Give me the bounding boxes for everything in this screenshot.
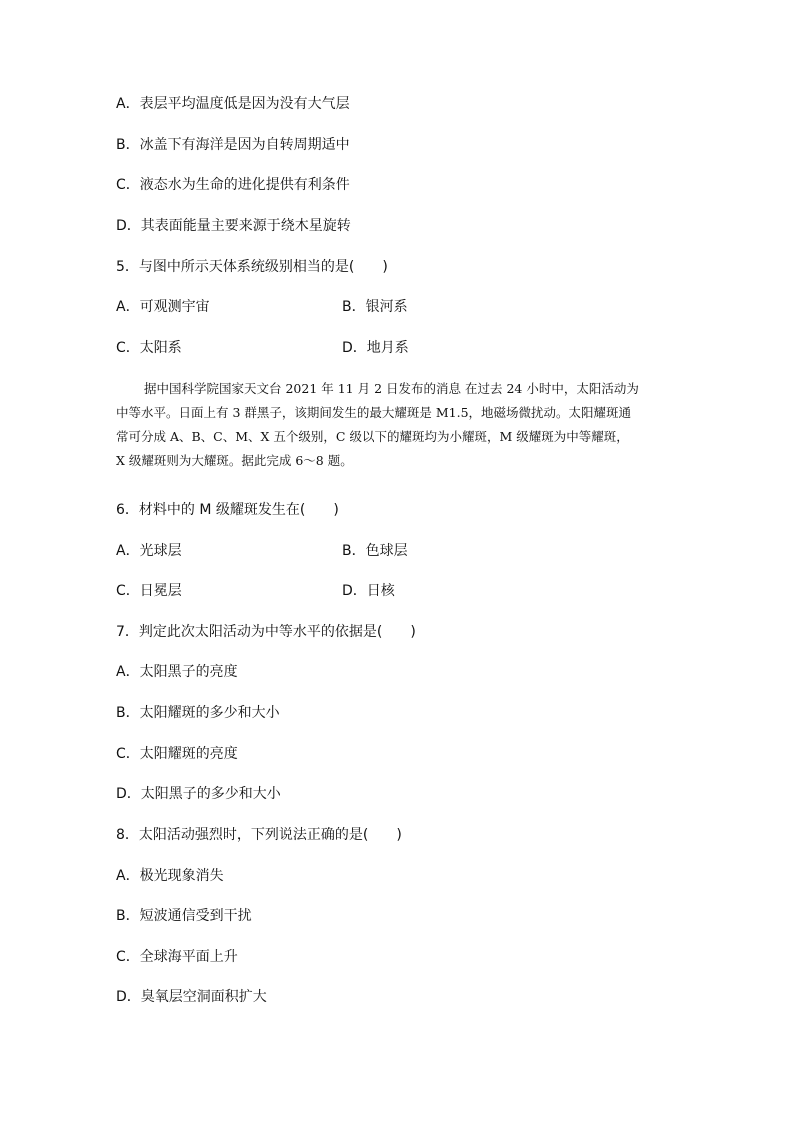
q5-option-c: C．太阳系	[116, 340, 182, 356]
q8-option-d: D．臭氧层空洞面积扩大	[116, 989, 267, 1005]
q8-option-b: B．短波通信受到干扰	[116, 908, 252, 924]
q6-stem: 6．材料中的 M 级耀斑发生在( )	[116, 502, 339, 518]
q8-option-c: C．全球海平面上升	[116, 949, 238, 965]
q5-stem: 5．与图中所示天体系统级别相当的是( )	[116, 259, 388, 275]
q7-option-c: C．太阳耀斑的亮度	[116, 746, 238, 762]
q6-option-c: C．日冕层	[116, 583, 182, 599]
q8-option-a: A．极光现象消失	[116, 868, 224, 884]
q4-option-c: C．液态水为生命的进化提供有利条件	[116, 177, 350, 193]
reading-passage	[116, 377, 688, 473]
q6-option-a: A．光球层	[116, 543, 182, 559]
passage-line-4: X 级耀斑则为大耀斑。据此完成 6～8 题。	[116, 453, 353, 468]
q7-option-d: D．太阳黑子的多少和大小	[116, 786, 281, 802]
q5-option-a: A．可观测宇宙	[116, 299, 210, 315]
q7-option-b: B．太阳耀斑的多少和大小	[116, 705, 280, 721]
passage-line-3: 常可分成 A、B、C、M、X 五个级别，C 级以下的耀斑均为小耀斑，M 级耀斑为中等耀斑，	[116, 429, 629, 444]
q4-option-a: A．表层平均温度低是因为没有大气层	[116, 96, 350, 112]
q5-option-b: B．银河系	[342, 299, 408, 315]
q4-option-b: B．冰盖下有海洋是因为自转周期适中	[116, 137, 350, 153]
q4-option-d: D．其表面能量主要来源于绕木星旋转	[116, 218, 351, 234]
q6-option-b: B．色球层	[342, 543, 408, 559]
q6-option-d: D．日核	[342, 583, 395, 599]
passage-line-2: 中等水平。日面上有 3 群黑子，该期间发生的最大耀斑是 M1.5，地磁场微扰动。太阳耀斑通	[116, 405, 632, 420]
q7-stem: 7．判定此次太阳活动为中等水平的依据是( )	[116, 624, 416, 640]
q5-option-d: D．地月系	[342, 340, 409, 356]
passage-line-1: 据中国科学院国家天文台 2021 年 11 月 2 日发布的消息 在过去 24 小时中，太阳活动为	[144, 381, 639, 396]
q8-stem: 8．太阳活动强烈时，下列说法正确的是( )	[116, 827, 402, 843]
q7-option-a: A．太阳黑子的亮度	[116, 664, 238, 680]
